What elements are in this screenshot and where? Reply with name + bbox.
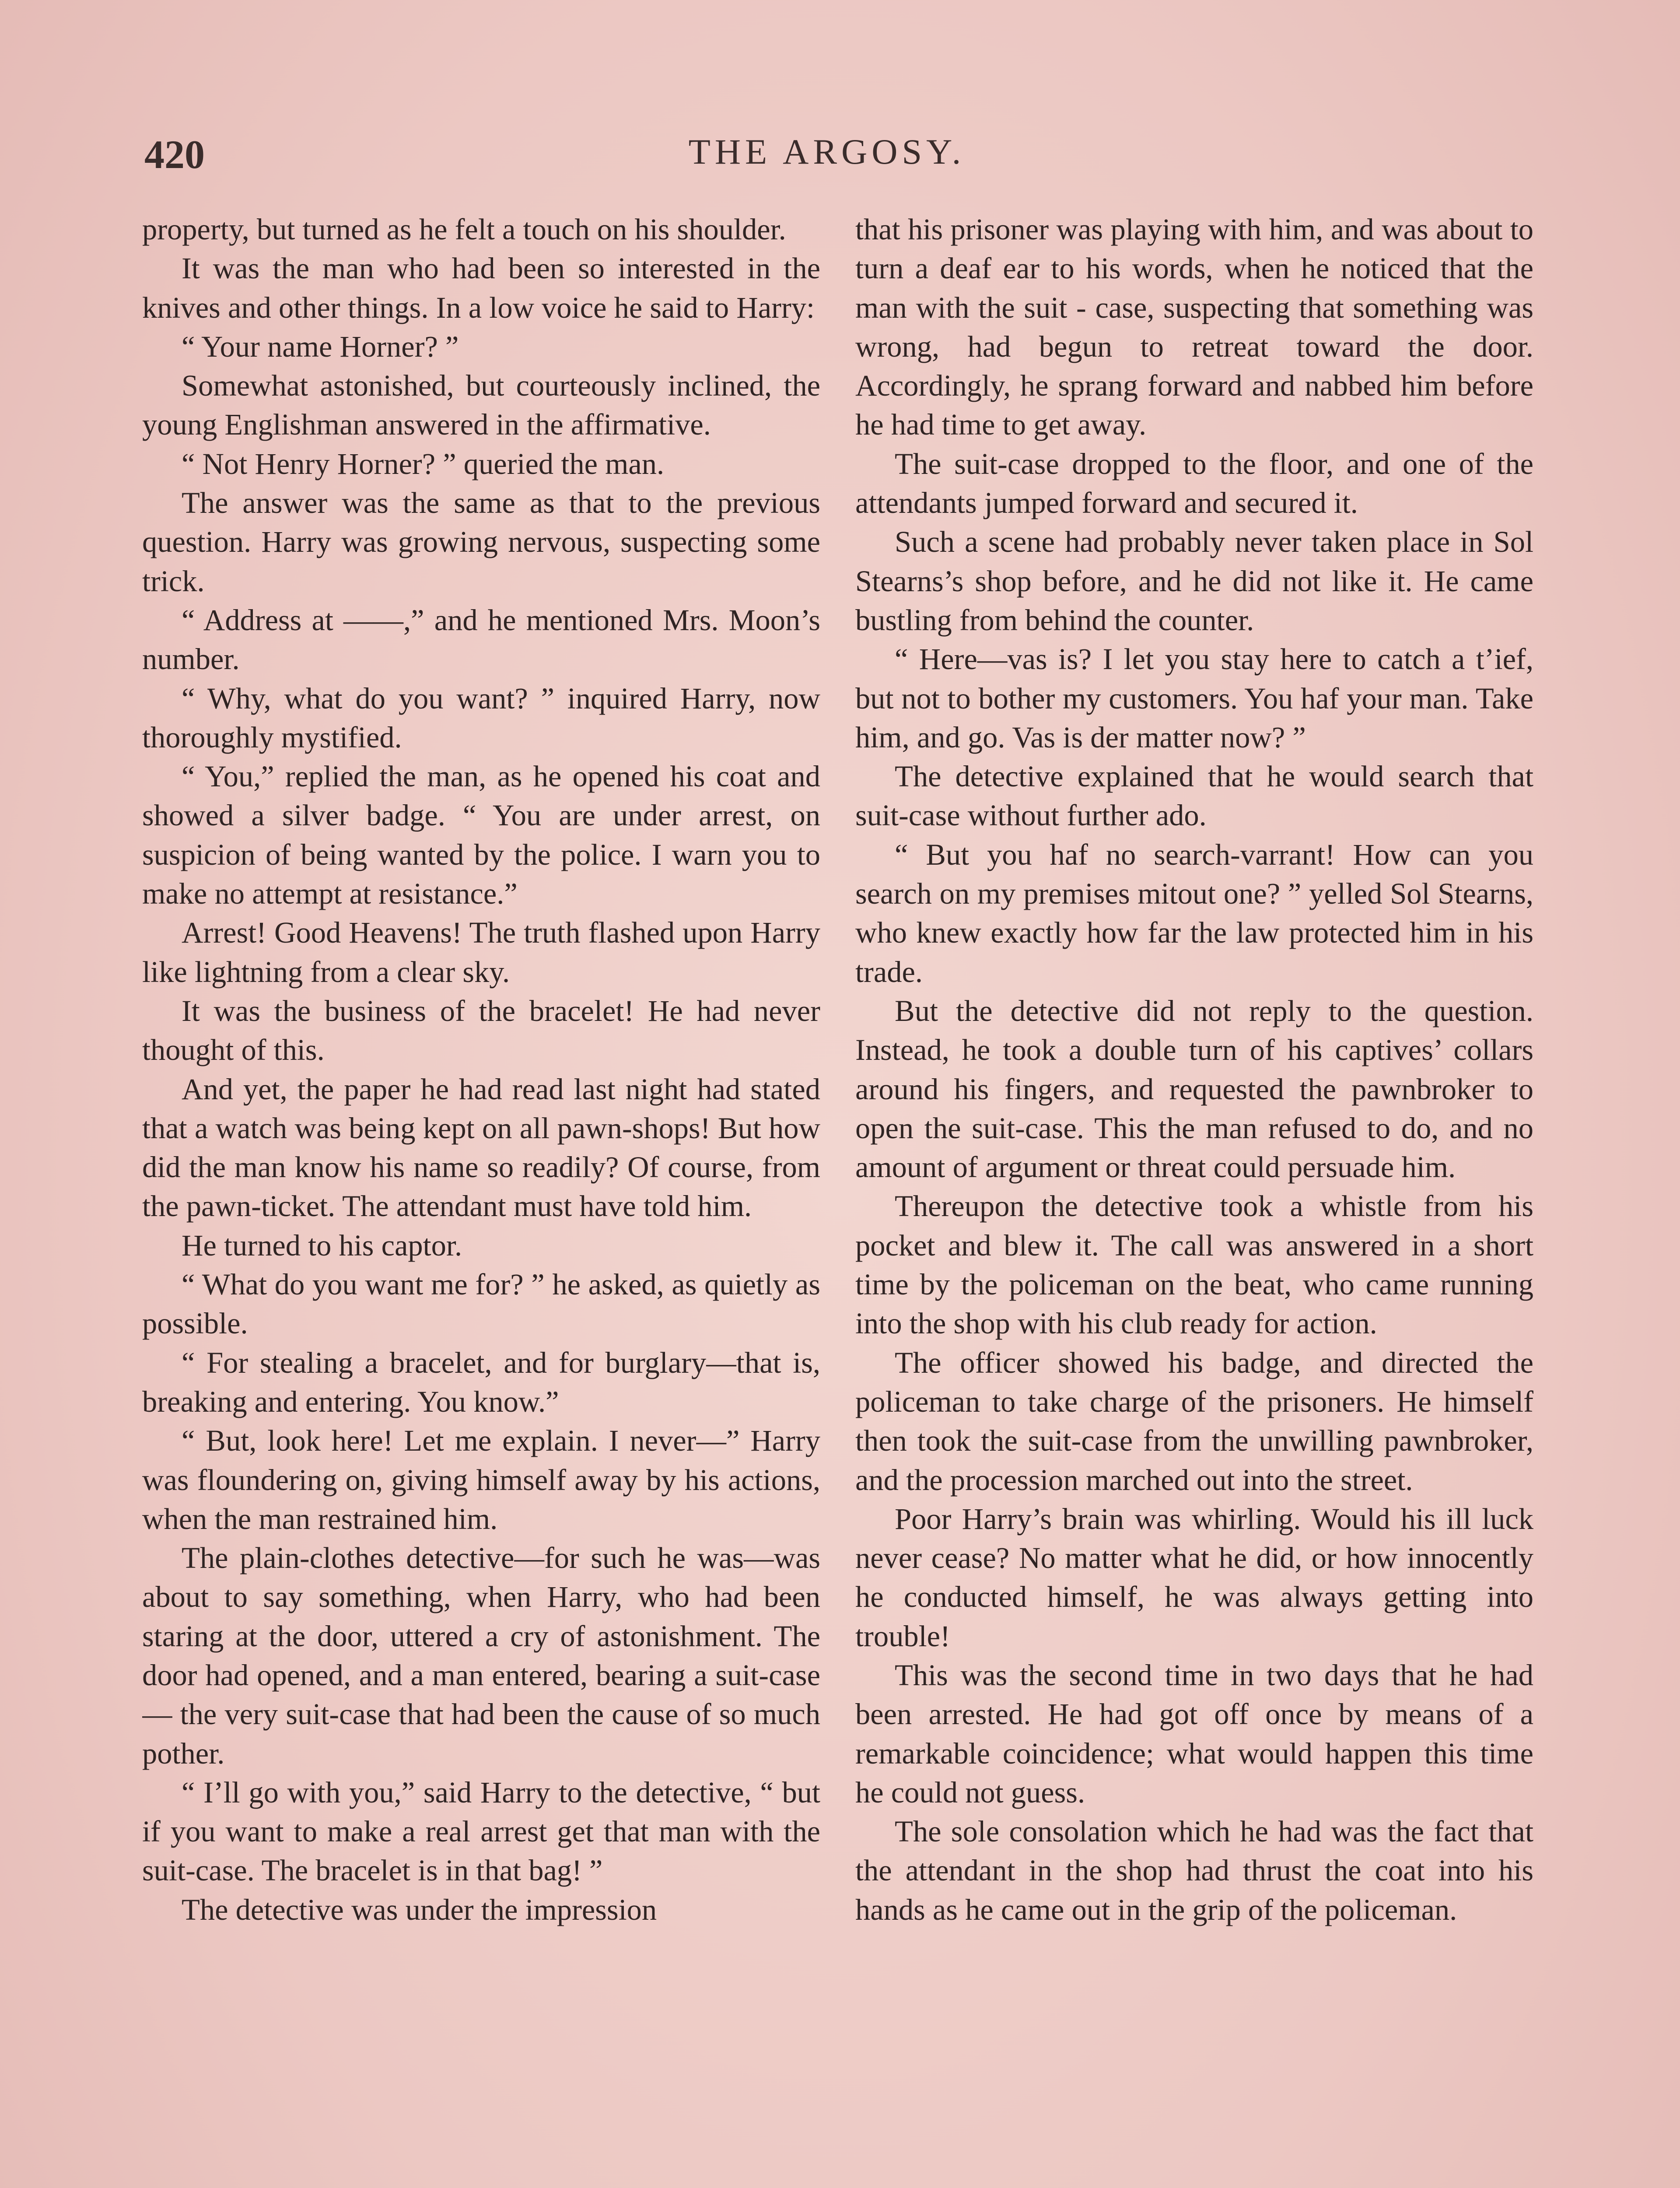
- paragraph: But the detective did not reply to the question. Instead, he took a double turn of his captives’ collars around his fingers, and requested the pawnbroker to open the suit-case. This the man refused to do, and no amount of argument or threat could persuade him.: [855, 994, 1533, 1184]
- paragraph: Thereupon the detective took a whistle from his pocket and blew it. The call was answered in a short time by the policeman on the beat, who came running into the shop with his club ready for action.: [855, 1189, 1533, 1340]
- paragraph: The detective was under the impression: [182, 1893, 657, 1926]
- paragraph: It was the man who had been so interested in the knives and other things. In a low voice he said to Harry:: [142, 252, 820, 324]
- paragraph: Arrest! Good Heavens! The truth flashed upon Harry like lightning from a clear sky.: [142, 916, 820, 989]
- left-column: [142, 210, 820, 2188]
- paragraph: Somewhat astonished, but courteously inclined, the young Englishman answered in the affirmative.: [142, 369, 820, 442]
- paragraph: “ For stealing a bracelet, and for burglary—that is, breaking and entering. You know.”: [142, 1346, 820, 1418]
- paragraph: “ Why, what do you want? ” inquired Harry, now thoroughly mystified.: [142, 681, 820, 754]
- paragraph: The plain-clothes detective—for such he was—was about to say something, when Harry, who had been staring at the door, uttered a cry of astonishment. The door had opened, and a man entered, bearing a suit-case — the very suit-case that had been the cause of so much pother.: [142, 1541, 820, 1770]
- paragraph: The officer showed his badge, and directed the policeman to take charge of the prisoners. He himself then took the suit-case from the unwilling pawnbroker, and the procession marched out into the street.: [855, 1346, 1533, 1497]
- paragraph: The answer was the same as that to the previous question. Harry was growing nervous, suspecting some trick.: [142, 486, 820, 598]
- paragraph: And yet, the paper he had read last night had stated that a watch was being kept on all pawn-shops! But how did the man know his name so readily? Of course, from the pawn-ticket. The attendant must have told him.: [142, 1072, 820, 1223]
- paragraph: “ What do you want me for? ” he asked, as quietly as possible.: [142, 1268, 820, 1340]
- page-header: [0, 131, 1680, 179]
- paragraph: This was the second time in two days that he had been arrested. He had got off once by means of a remarkable coincidence; what would happen this time he could not guess.: [855, 1658, 1533, 1809]
- paragraph: He turned to his captor.: [182, 1228, 462, 1262]
- paragraph: The suit-case dropped to the floor, and one of the attendants jumped forward and secured it.: [855, 447, 1533, 520]
- paragraph: The detective explained that he would search that suit-case without further ado.: [855, 760, 1533, 832]
- paragraph: “ Your name Horner? ”: [182, 330, 459, 363]
- page-number: 420: [144, 132, 205, 177]
- paragraph: Poor Harry’s brain was whirling. Would his ill luck never cease? No matter what he did, or how innocently he conducted himself, he was always getting into trouble!: [855, 1502, 1533, 1653]
- paragraph: “ Here—vas is? I let you stay here to catch a t’ief, but not to bother my customers. You haf your man. Take him, and go. Vas is der matter now? ”: [855, 642, 1533, 754]
- right-column: [855, 210, 1533, 2188]
- paragraph: “ You,” replied the man, as he opened his coat and showed a silver badge. “ You are under arrest, on suspicion of being wanted by the police. I warn you to make no attempt at resistance.”: [142, 760, 820, 911]
- paragraph: “ But, look here! Let me explain. I never—” Harry was floundering on, giving himself away by his actions, when the man restrained him.: [142, 1424, 820, 1536]
- paragraph: It was the business of the bracelet! He had never thought of this.: [142, 994, 820, 1067]
- paragraph: The sole consolation which he had was the fact that the attendant in the shop had thrust the coat into his hands as he came out in the grip of the policeman.: [855, 1815, 1533, 1926]
- paragraph: “ Not Henry Horner? ” queried the man.: [182, 447, 665, 480]
- running-head-title: THE ARGOSY.: [688, 132, 966, 172]
- paragraph: that his prisoner was playing with him, and was about to turn a deaf ear to his words, when he noticed that the man with the suit - case, suspecting that something was wrong, had begun to retreat toward the door. Accordingly, he sprang forward and nabbed him before he had time to get away.: [855, 213, 1533, 442]
- paragraph: “ Address at ——,” and he mentioned Mrs. Moon’s number.: [142, 603, 820, 676]
- paragraph: “ But you haf no search-varrant! How can you search on my premises mitout one? ” yelled Sol Stearns, who knew exactly how far the law protected him in his trade.: [855, 838, 1533, 989]
- paragraph: property, but turned as he felt a touch on his shoulder.: [142, 213, 786, 246]
- paragraph: Such a scene had probably never taken place in Sol Stearns’s shop before, and he did not like it. He came bustling from behind the counter.: [855, 525, 1533, 637]
- paragraph: “ I’ll go with you,” said Harry to the detective, “ but if you want to make a real arrest get that man with the suit-case. The bracelet is in that bag! ”: [142, 1775, 820, 1887]
